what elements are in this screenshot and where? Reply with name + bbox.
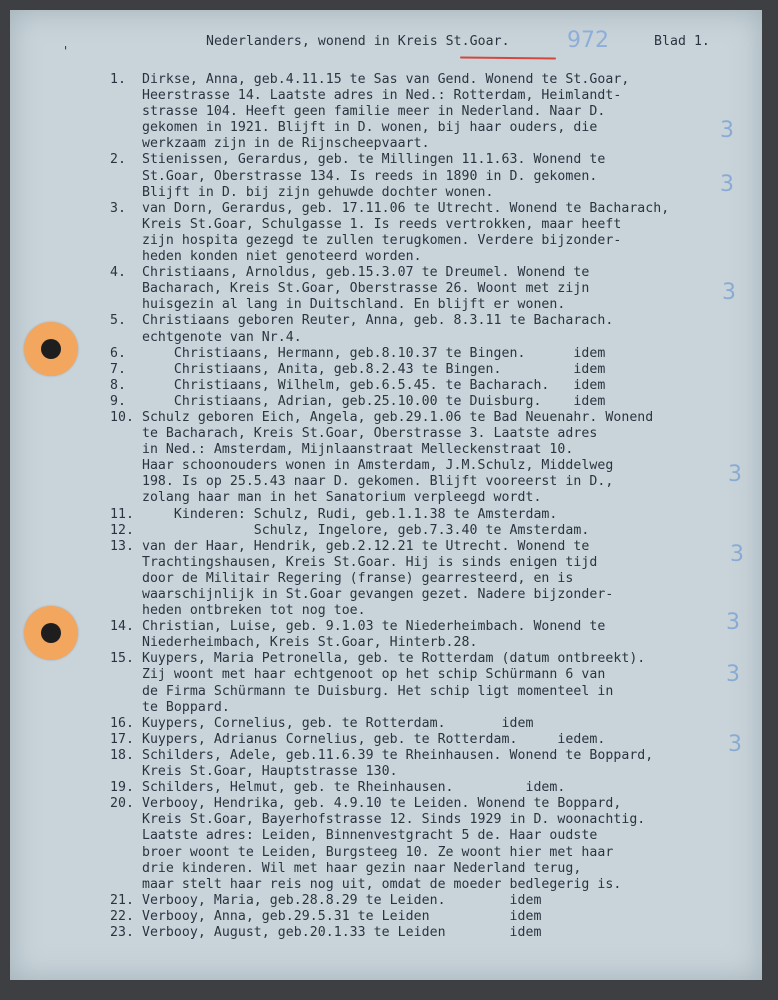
entry-line: 10. Schulz geboren Eich, Angela, geb.29.1.06 te Bad Neuenahr. Wonend [110,409,654,425]
entry-line: 18. Schilders, Adele, geb.11.6.39 te Rheinhausen. Wonend te Boppard, [110,747,654,763]
entry-line: 11. Kinderen: Schulz, Rudi, geb.1.1.38 te Amsterdam. [110,506,558,522]
entry-line: maar stelt haar reis nog uit, omdat de moeder bedlegerig is. [110,876,622,892]
entry-line: de Firma Schürmann te Duisburg. Het schip ligt momenteel in [110,683,614,699]
document-page [10,10,762,980]
margin-mark: 3 [730,542,744,567]
entry-line: in Ned.: Amsterdam, Mijnlaanstraat Melleckenstraat 10. [110,442,574,458]
entry-line: 9. Christiaans, Adrian, geb.25.10.00 te Duisburg. idem [110,393,606,409]
entry-line: zijn hospita gezegd te zullen terugkomen. Verdere bijzonder- [110,232,622,248]
punch-hole-reinforcement [24,606,78,660]
punch-hole-reinforcement [24,322,78,376]
entry-line: Kreis St.Goar, Hauptstrasse 130. [110,764,398,780]
entry-line: heden ontbreken tot nog toe. [110,603,366,619]
entry-line: zolang haar man in het Sanatorium verpleegd wordt. [110,490,542,506]
entry-line: 20. Verbooy, Hendrika, geb. 4.9.10 te Leiden. Wonend te Boppard, [110,796,622,812]
entry-line: te Bacharach, Kreis St.Goar, Oberstrasse 3. Laatste adres [110,426,598,442]
entry-line: Bacharach, Kreis St.Goar, Oberstrasse 26. Woont met zijn [110,281,590,297]
entry-line: 3. van Dorn, Gerardus, geb. 17.11.06 te Utrecht. Wonend te Bacharach, [110,200,670,216]
entry-line: Blijft in D. bij zijn gehuwde dochter wonen. [110,184,494,200]
entry-line: 7. Christiaans, Anita, geb.8.2.43 te Bingen. idem [110,361,606,377]
entry-line: 12. Schulz, Ingelore, geb.7.3.40 te Amsterdam. [110,522,590,538]
red-underline [460,56,556,59]
entry-line: 4. Christiaans, Arnoldus, geb.15.3.07 te Dreumel. Wonend te [110,265,590,281]
entry-line: waarschijnlijk in St.Goar gevangen gezet. Nadere bijzonder- [110,587,614,602]
entry-line: Niederheimbach, Kreis St.Goar, Hinterb.28. [110,635,478,651]
page-title: Nederlanders, wonend in Kreis St.Goar. [206,34,510,49]
entry-line: 6. Christiaans, Hermann, geb.8.10.37 te Bingen. idem [110,345,606,361]
entry-line: 5. Christiaans geboren Reuter, Anna, geb. 8.3.11 te Bacharach. [110,313,614,329]
corner-mark: ' [62,44,70,58]
entry-line: St.Goar, Oberstrasse 134. Is reeds in 1890 in D. gekomen. [110,168,598,184]
entry-line: 2. Stienissen, Gerardus, geb. te Millingen 11.1.63. Wonend te [110,152,606,168]
entry-line: 198. Is op 25.5.43 naar D. gekomen. Blijft vooreerst in D., [110,474,614,490]
entry-line: 1. Dirkse, Anna, geb.4.11.15 te Sas van Gend. Wonend te St.Goar, [110,72,630,87]
entry-line: Kreis St.Goar, Schulgasse 1. Is reeds vertrokken, maar heeft [110,216,622,232]
margin-mark: 3 [726,610,740,635]
entry-line: 19. Schilders, Helmut, geb. te Rheinhausen. idem. [110,780,566,796]
entry-line: broer woont te Leiden, Burgsteeg 10. Ze woont hier met haar [110,844,614,860]
entry-line: 14. Christian, Luise, geb. 9.1.03 te Niederheimbach. Wonend te [110,619,606,635]
entry-line: 17. Kuypers, Adrianus Cornelius, geb. te Rotterdam. iedem. [110,731,606,747]
entry-line: Haar schoonouders wonen in Amsterdam, J.M.Schulz, Middelweg [110,458,614,474]
entry-line: 21. Verbooy, Maria, geb.28.8.29 te Leiden. idem [110,892,542,908]
entry-line: te Boppard. [110,699,230,715]
entry-line: 16. Kuypers, Cornelius, geb. te Rotterdam. idem [110,715,534,731]
margin-mark: 3 [720,118,734,143]
entry-line: heden konden niet genoteerd worden. [110,249,422,265]
entry-line: Kreis St.Goar, Bayerhofstrasse 12. Sinds 1929 in D. woonachtig. [110,812,646,828]
page-number: Blad 1. [654,34,710,49]
entry-line: drie kinderen. Wil met haar gezin naar Nederland terug, [110,860,582,876]
entry-line: echtgenote van Nr.4. [110,329,302,345]
handwritten-number: 972 [567,28,609,53]
entry-line: strasse 104. Heeft geen familie meer in Nederland. Naar D. [110,104,606,120]
entry-line: Zij woont met haar echtgenoot op het schip Schürmann 6 van [110,667,606,683]
entry-line: Heerstrasse 14. Laatste adres in Ned.: Rotterdam, Heimlandt- [110,88,622,104]
entry-line: 8. Christiaans, Wilhelm, geb.6.5.45. te Bacharach. idem [110,377,606,393]
margin-mark: 3 [726,662,740,687]
entry-list [110,72,669,941]
entry-line: werkzaam zijn in de Rijnscheepvaart. [110,136,430,152]
margin-mark: 3 [728,462,742,487]
entry-line: huisgezin al lang in Duitschland. En blijft er wonen. [110,297,566,313]
entry-line: gekomen in 1921. Blijft in D. wonen, bij haar ouders, die [110,120,598,136]
margin-mark: 3 [728,732,742,757]
entry-line: 22. Verbooy, Anna, geb.29.5.31 te Leiden idem [110,908,542,924]
entry-line: 15. Kuypers, Maria Petronella, geb. te Rotterdam (datum ontbreekt). [110,651,646,667]
margin-mark: 3 [720,172,734,197]
entry-line: 23. Verbooy, August, geb.20.1.33 te Leiden idem [110,924,542,940]
entry-line: door de Militair Regering (franse) gearresteerd, en is [110,570,574,586]
entry-line: Trachtingshausen, Kreis St.Goar. Hij is sinds enigen tijd [110,554,598,570]
entry-line: Laatste adres: Leiden, Binnenvestgracht 5 de. Haar oudste [110,828,598,844]
margin-mark: 3 [722,280,736,305]
entry-line: 13. van der Haar, Hendrik, geb.2.12.21 te Utrecht. Wonend te [110,538,590,554]
